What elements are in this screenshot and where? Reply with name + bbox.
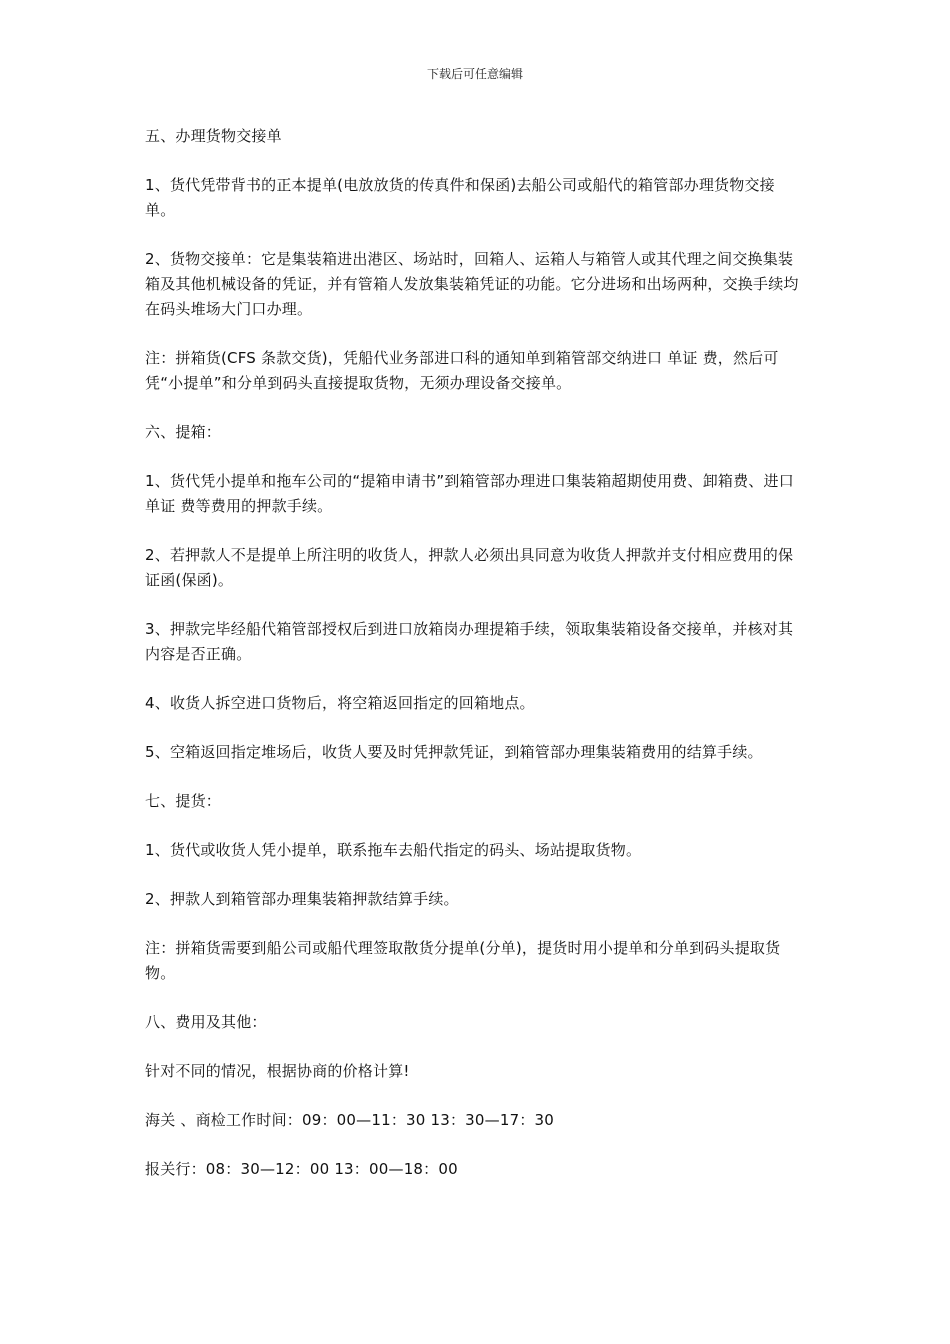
paragraph-6-5: 5、空箱返回指定堆场后，收货人要及时凭押款凭证，到箱管部办理集装箱费用的结算手续。 [145,743,763,761]
paragraph-6-1: 1、货代凭小提单和拖车公司的“提箱申请书”到箱管部办理进口集装箱超期使用费、卸箱费、进口 单证 费等费用的押款手续。 [145,472,794,515]
note-5: 注：拼箱货(CFS 条款交货)，凭船代业务部进口科的通知单到箱管部交纳进口 单证 费，然后可凭“小提单”和分单到码头直接提取货物，无须办理设备交接单。 [145,349,779,392]
section-heading-8: 八、费用及其他： [145,1013,267,1031]
section-heading-6: 六、提箱： [145,423,222,441]
section-heading-7: 七、提货： [145,792,222,810]
document-body [145,124,805,1206]
paragraph-5-1: 1、货代凭带背书的正本提单(电放放货的传真件和保函)去船公司或船代的箱管部办理货物交接单。 [145,176,775,219]
paragraph-7-1: 1、货代或收货人凭小提单，联系拖车去船代指定的码头、场站提取货物。 [145,841,642,859]
paragraph-5-2: 2、货物交接单：它是集装箱进出港区、场站时，回箱人、运箱人与箱管人或其代理之间交换集装箱及其他机械设备的凭证，并有管箱人发放集装箱凭证的功能。它分进场和出场两种，交换手续均在码头堆场大门口办理。 [145,250,799,318]
customs-hours: 海关 、商检工作时间：09：00—11：30 13：30—17：30 [145,1111,555,1129]
paragraph-6-2: 2、若押款人不是提单上所注明的收货人，押款人必须出具同意为收货人押款并支付相应费用的保证函(保函)。 [145,546,794,589]
page-header: 下载后可任意编辑 [426,67,523,81]
broker-hours: 报关行：08：30—12：00 13：00—18：00 [145,1160,458,1178]
section-heading-5: 五、办理货物交接单 [145,127,282,145]
note-7: 注：拼箱货需要到船公司或船代理签取散货分提单(分单)，提货时用小提单和分单到码头提取货物。 [145,939,781,982]
paragraph-7-2: 2、押款人到箱管部办理集装箱押款结算手续。 [145,890,459,908]
paragraph-8-1: 针对不同的情况，根据协商的价格计算! [145,1062,410,1080]
paragraph-6-4: 4、收货人拆空进口货物后，将空箱返回指定的回箱地点。 [145,694,535,712]
paragraph-6-3: 3、押款完毕经船代箱管部授权后到进口放箱岗办理提箱手续，领取集装箱设备交接单，并核对其内容是否正确。 [145,620,794,663]
